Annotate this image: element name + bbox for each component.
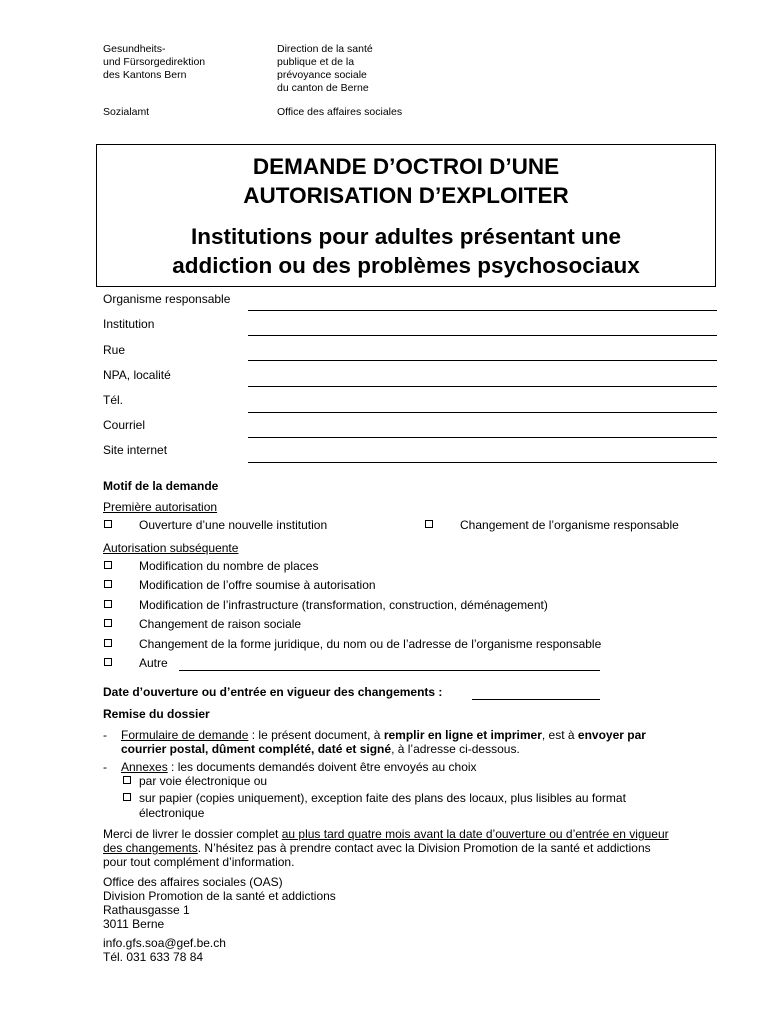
checkbox-forme-juridique[interactable]: [104, 639, 112, 647]
checkbox-raison-sociale[interactable]: [104, 619, 112, 627]
checkbox-autre[interactable]: [104, 658, 112, 666]
remise-heading: Remise du dossier: [103, 707, 210, 721]
field-input-npa[interactable]: [248, 386, 717, 387]
title-box: [96, 144, 716, 287]
autre-input[interactable]: [179, 670, 600, 671]
option-label: Modification de l’offre soumise à autorisation: [139, 578, 376, 592]
subtitle-line: Institutions pour adultes présentant une: [190, 224, 622, 249]
text: : les documents demandés doivent être envoyés au choix: [167, 760, 477, 774]
motif-heading: Motif de la demande: [103, 479, 219, 493]
note-line: pour tout complément d’information.: [103, 855, 295, 869]
remise-item-2: [121, 760, 477, 774]
checkbox-nombre-places[interactable]: [104, 561, 112, 569]
text: envoyer par: [577, 728, 646, 742]
option-label: par voie électronique ou: [139, 774, 268, 788]
remise-item-1-cont: [121, 742, 520, 756]
contact-phone: Tél. 031 633 78 84: [103, 950, 204, 964]
field-label-tel: Tél.: [103, 393, 124, 407]
checkbox-nouvelle-institution[interactable]: [104, 520, 112, 528]
checkbox-electronique[interactable]: [123, 776, 131, 784]
contact-block: [103, 936, 226, 964]
field-label-rue: Rue: [103, 343, 126, 357]
text: . N’hésitez pas à prendre contact avec la Division Promotion de la santé et addictions: [197, 841, 651, 855]
option-label: Ouverture d’une nouvelle institution: [139, 518, 328, 532]
option-label: Changement de la forme juridique, du nom ou de l’adresse de l’organisme responsable: [139, 637, 602, 651]
text: remplir en ligne et imprimer: [383, 728, 542, 742]
subtitle-line: addiction ou des problèmes psychosociaux: [172, 253, 640, 278]
header-right-line: publique et de la: [277, 56, 355, 68]
text: Merci de livrer le dossier complet: [103, 827, 282, 841]
header-left-line: Gesundheits-: [103, 43, 166, 55]
text: : le présent document, à: [248, 728, 384, 742]
field-label-site: Site internet: [103, 443, 168, 457]
bullet: -: [103, 760, 107, 774]
text: , à l’adresse ci-dessous.: [391, 742, 520, 756]
contact-email: info.gfs.soa@gef.be.ch: [103, 936, 226, 950]
text: au plus tard quatre mois avant la date d’ouverture ou d’entrée en vigueur: [281, 827, 669, 841]
header-left-line: und Fürsorgedirektion: [103, 56, 206, 68]
address-line: Division Promotion de la santé et addictions: [103, 889, 336, 903]
first-auth-heading: Première autorisation: [103, 500, 218, 514]
address-block: [103, 875, 336, 931]
address-line: 3011 Berne: [103, 917, 165, 931]
note-line: [103, 827, 669, 841]
option-label: Autre: [139, 656, 168, 670]
address-line: Rathausgasse 1: [103, 903, 190, 917]
field-input-site[interactable]: [248, 462, 717, 463]
text: , est à: [541, 728, 578, 742]
header-right-office: Office des affaires sociales: [277, 106, 403, 118]
field-label-organisme: Organisme responsable: [103, 292, 231, 306]
address-line: Office des affaires sociales (OAS): [103, 875, 283, 889]
header-left: [103, 43, 205, 82]
field-input-organisme[interactable]: [248, 310, 717, 311]
header-right-line: Direction de la santé: [277, 43, 373, 55]
option-label: électronique: [139, 806, 205, 820]
annexes-link: Annexes: [121, 760, 168, 774]
field-input-rue[interactable]: [248, 360, 717, 361]
text: des changements: [103, 841, 198, 855]
title-line: DEMANDE D’OCTROI D’UNE: [252, 154, 560, 179]
date-input[interactable]: [472, 699, 600, 700]
field-input-institution[interactable]: [248, 335, 717, 336]
header-left-line: des Kantons Bern: [103, 69, 187, 81]
checkbox-papier[interactable]: [123, 793, 131, 801]
header-right-line: du canton de Berne: [277, 82, 369, 94]
field-label-institution: Institution: [103, 317, 155, 331]
option-label: Modification du nombre de places: [139, 559, 319, 573]
page-title: [97, 152, 715, 210]
date-label: Date d’ouverture ou d’entrée en vigueur des changements :: [103, 685, 443, 699]
subsequent-auth-heading: Autorisation subséquente: [103, 541, 239, 555]
field-input-tel[interactable]: [248, 412, 717, 413]
header-left-office: Sozialamt: [103, 106, 150, 118]
option-label: Changement de l’organisme responsable: [460, 518, 679, 532]
bullet: -: [103, 728, 107, 742]
title-line: AUTORISATION D’EXPLOITER: [243, 183, 569, 208]
formulaire-link: Formulaire de demande: [121, 728, 249, 742]
header-right: [277, 43, 373, 95]
remise-item-1: [121, 728, 646, 742]
checkbox-changement-organisme[interactable]: [425, 520, 433, 528]
checkbox-offre[interactable]: [104, 580, 112, 588]
option-label: sur papier (copies uniquement), exception faite des plans des locaux, plus lisibles au format: [139, 791, 626, 805]
page-subtitle: [97, 222, 715, 280]
option-label: Modification de l’infrastructure (transformation, construction, déménagement): [139, 598, 548, 612]
field-label-courriel: Courriel: [103, 418, 146, 432]
checkbox-infrastructure[interactable]: [104, 600, 112, 608]
note-line: [103, 841, 651, 855]
option-label: Changement de raison sociale: [139, 617, 302, 631]
header-right-line: prévoyance sociale: [277, 69, 367, 81]
field-input-courriel[interactable]: [248, 437, 717, 438]
field-label-npa: NPA, localité: [103, 368, 171, 382]
text: courrier postal, dûment complété, daté et signé: [121, 742, 392, 756]
